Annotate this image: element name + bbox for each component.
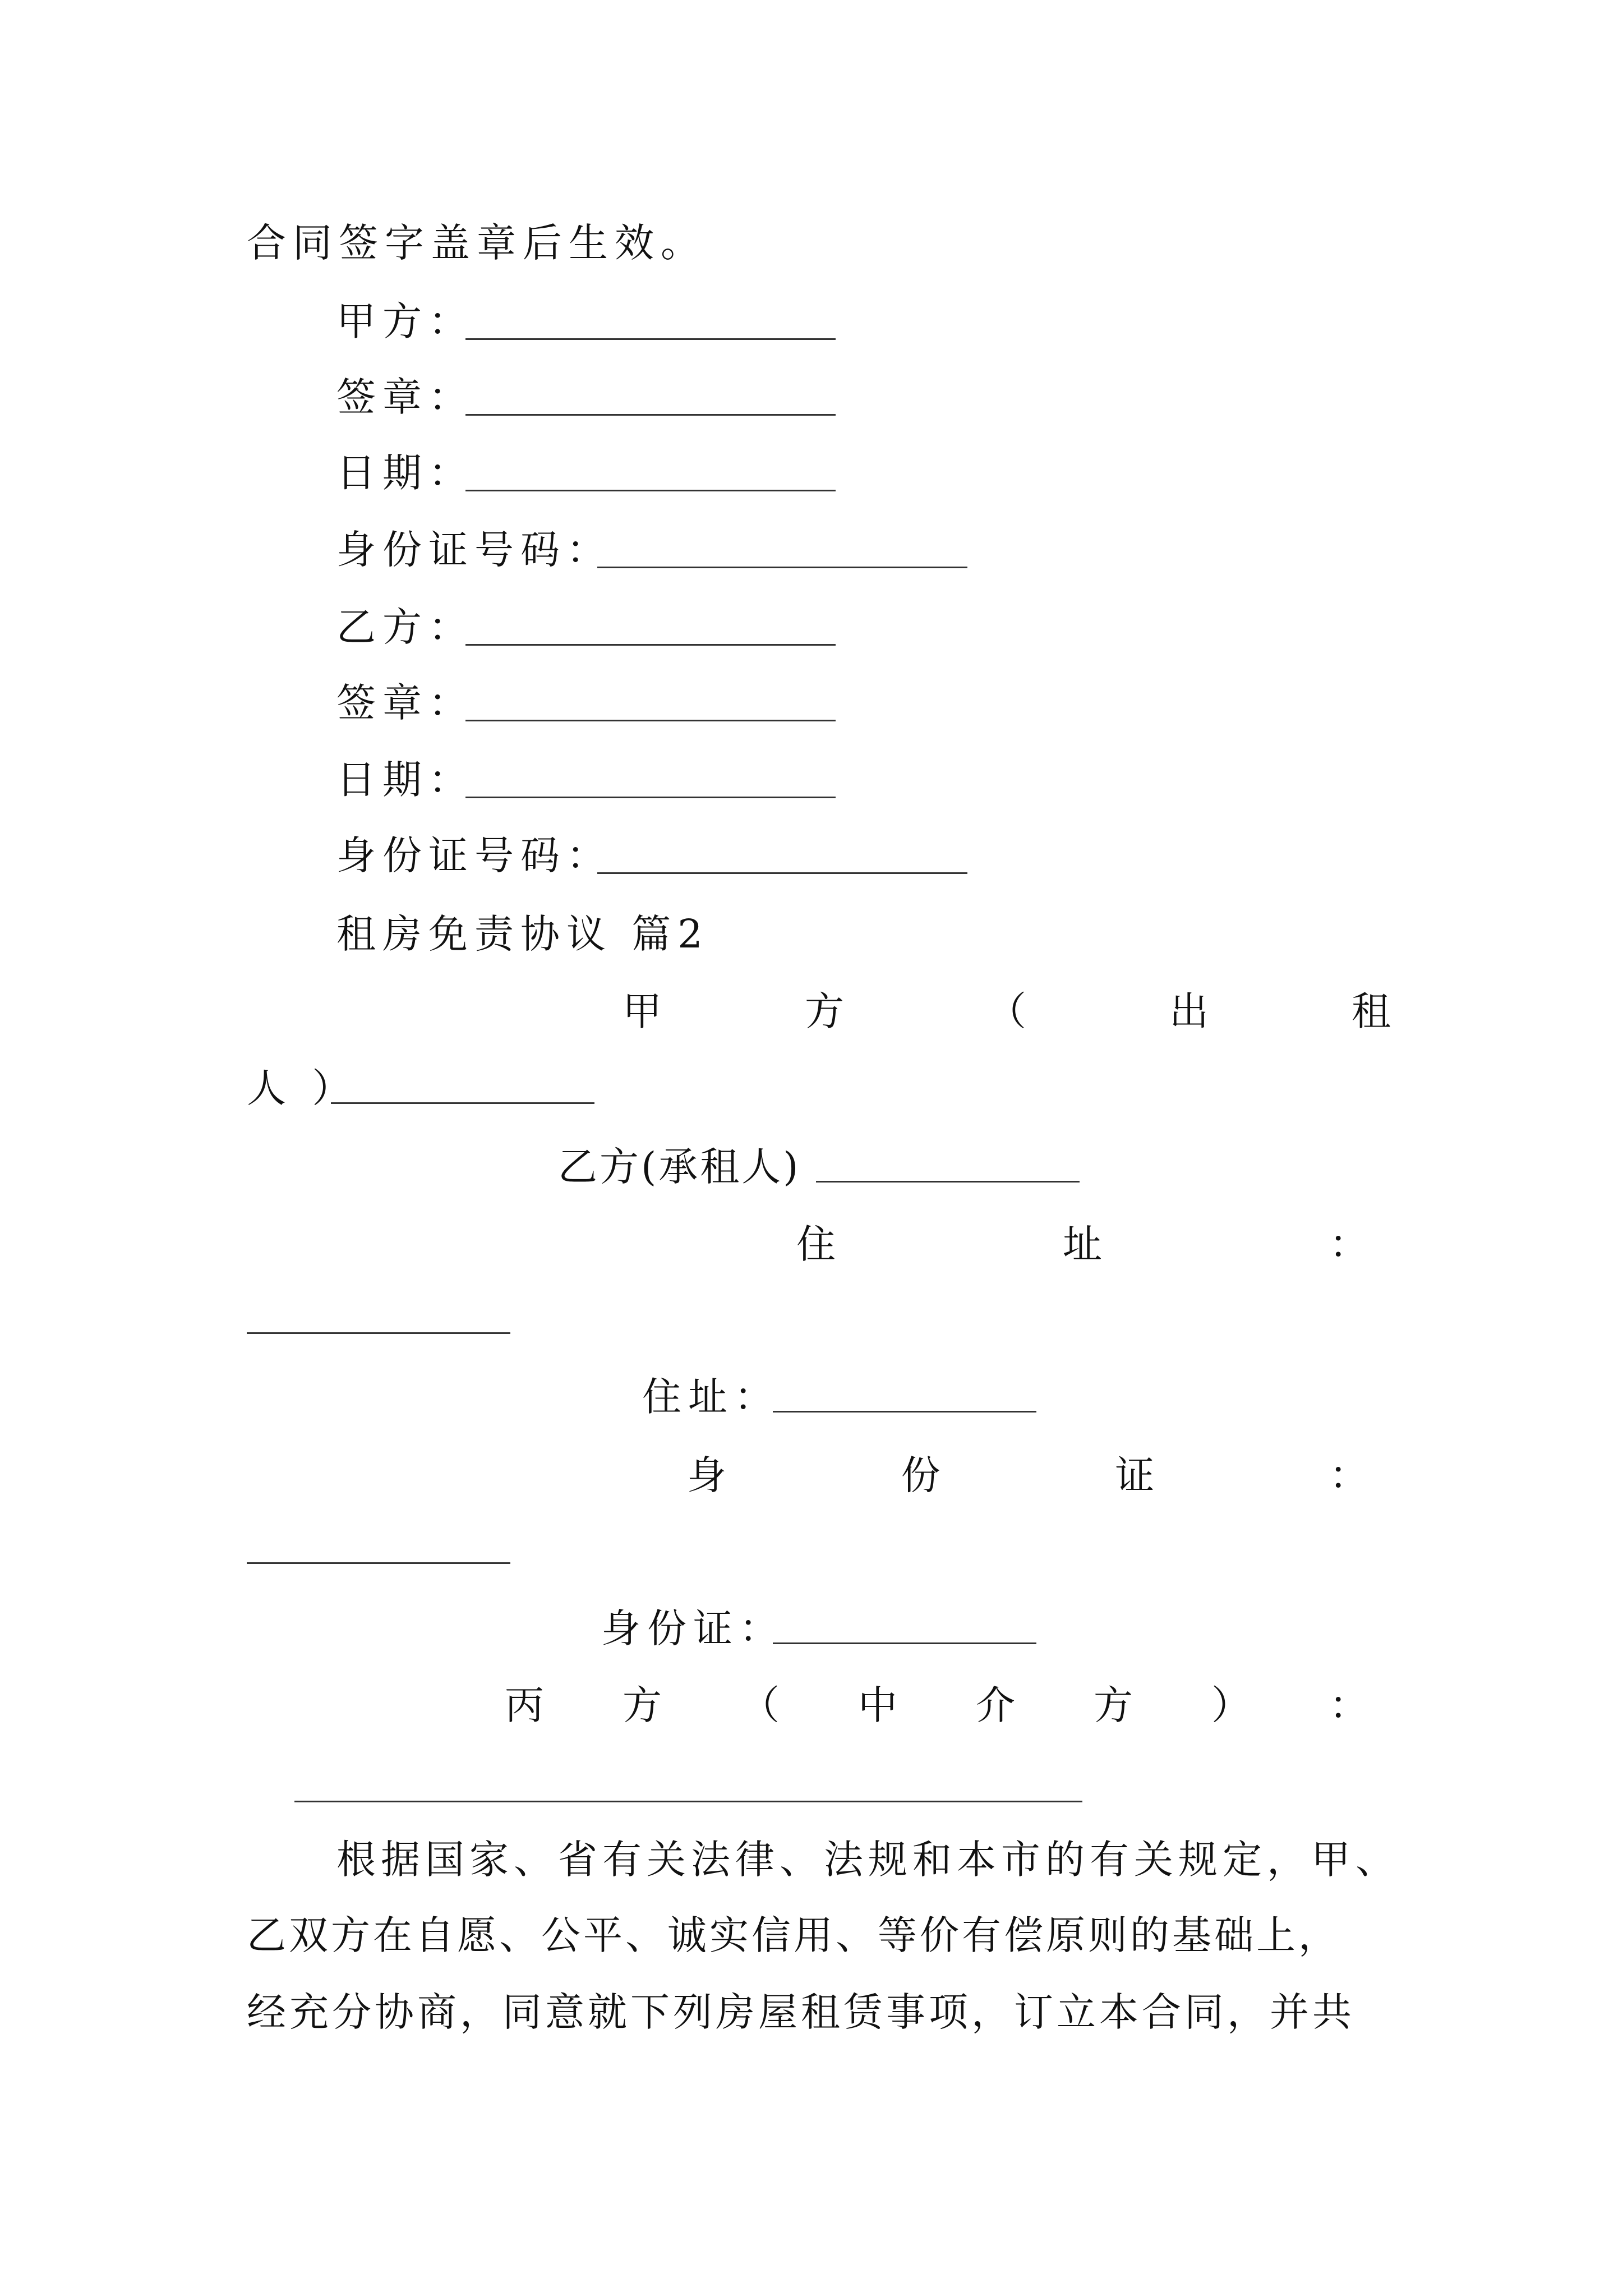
party-a-seal-blank [465,414,836,416]
id-blank [773,1642,1036,1644]
party-a-date-blank [465,490,836,491]
party-c-blank [294,1801,1082,1802]
party-c-char: ） [1211,1682,1251,1728]
party-a-label: 甲方： [336,298,474,344]
id-char: 证 [1115,1452,1155,1498]
address-spread-row [796,1221,1368,1267]
party-b-id-blank [597,872,967,874]
body-line-2: 乙双方在自愿、公平、诚实信用、等价有偿原则的基础上， [247,1912,1340,1958]
party-b-heading: 乙方(承租人) [558,1144,801,1190]
address-char: 址 [1063,1221,1102,1267]
party-a-heading-blank [331,1102,594,1104]
intro-tail-text: 合同签字盖章后生效。 [247,220,707,266]
address-blank [773,1411,1036,1412]
party-a-id-blank [597,567,967,568]
party-c-char: ： [1329,1682,1368,1728]
section-title: 租房免责协议 篇2 [336,911,709,957]
party-b-date-blank [465,797,836,798]
party-b-seal-blank [465,720,836,721]
address-label: 住址： [642,1374,780,1420]
party-a-char: （ [987,988,1026,1034]
address-char: ： [1329,1221,1368,1267]
address-spread-blank [247,1332,510,1334]
party-c-char: （ [740,1682,780,1728]
id-char: 身 [687,1452,726,1498]
body-line-3: 经充分协商，同意就下列房屋租赁事项，订立本合同，并共 [247,1989,1355,2035]
party-c-char: 介 [976,1682,1015,1728]
party-a-seal-label: 签章： [336,374,474,420]
party-c-char: 中 [858,1682,897,1728]
party-b-label: 乙方： [336,604,474,650]
party-a-date-label: 日期： [336,450,474,496]
party-b-blank [465,644,836,646]
party-a-char: 出 [1169,988,1209,1034]
body-line-1: 根据国家、省有关法律、法规和本市的有关规定，甲、 [336,1837,1400,1883]
party-a-blank [465,338,836,340]
party-c-char: 方 [1094,1682,1133,1728]
party-a-char: 方 [805,988,844,1034]
party-a-heading-tail: 人 ） [247,1065,358,1111]
party-c-char: 丙 [505,1682,544,1728]
party-a-heading-row [623,988,1391,1034]
party-a-char: 租 [1352,988,1391,1034]
id-char: ： [1329,1452,1368,1498]
party-b-seal-label: 签章： [336,680,474,726]
party-a-char: 甲 [623,988,662,1034]
party-b-heading-blank [816,1181,1080,1182]
id-label: 身份证： [601,1605,785,1651]
party-b-id-label: 身份证号码： [336,832,612,878]
address-char: 住 [796,1221,836,1267]
id-spread-row [687,1452,1368,1498]
party-b-date-label: 日期： [336,757,474,803]
party-c-char: 方 [623,1682,662,1728]
id-char: 份 [901,1452,940,1498]
id-spread-blank [247,1562,510,1564]
party-c-row [505,1682,1368,1728]
party-a-id-label: 身份证号码： [336,527,612,573]
